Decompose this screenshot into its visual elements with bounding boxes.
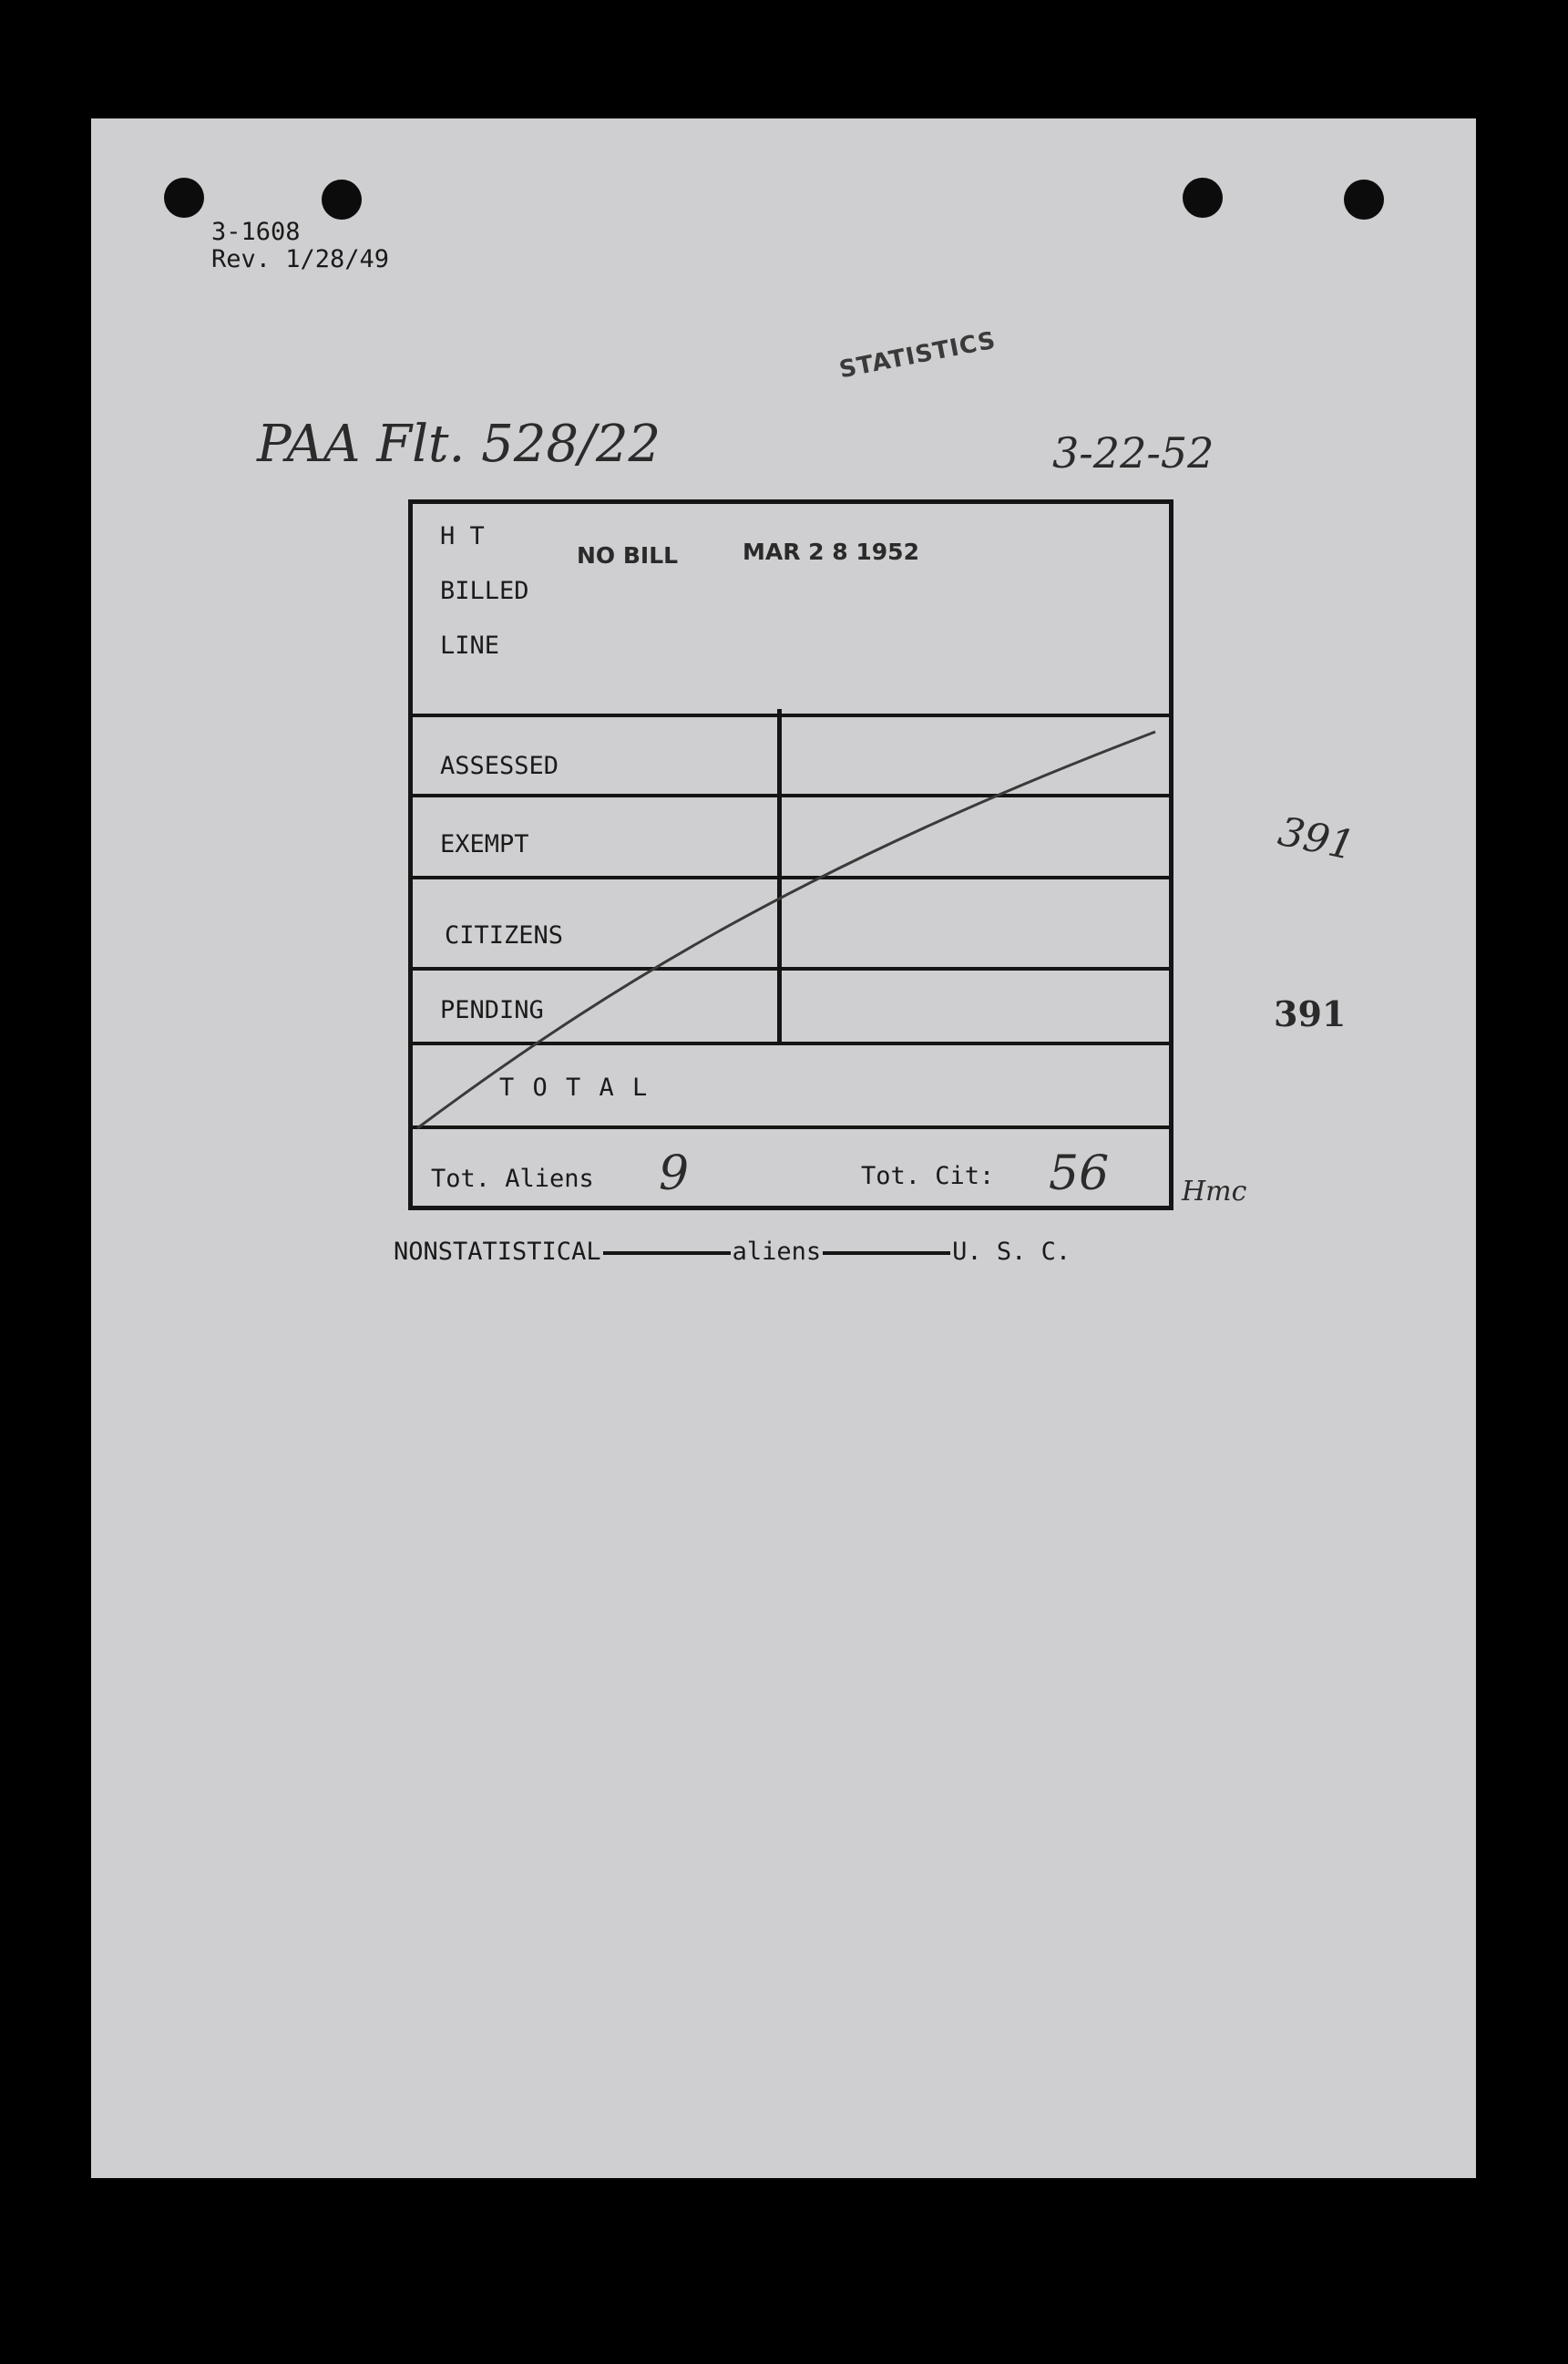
punch-hole [322,180,362,220]
statistics-form [408,499,1173,1210]
label-billed: BILLED [440,577,529,605]
nonstatistical-line [394,1238,1071,1266]
form-revision: Rev. 1/28/49 [211,245,390,273]
blank-field [603,1251,731,1255]
tot-citizens-label: Tot. Cit: [861,1162,995,1190]
statistics-stamp: STATISTICS [836,326,999,385]
form-code-block [211,219,389,273]
row-exempt: EXEMPT [440,830,529,858]
date-received-stamp: MAR 2 8 1952 [743,539,919,565]
nonstatistical-label: NONSTATISTICAL [394,1238,601,1266]
handwritten-flight: PAA Flt. 528/22 [257,415,661,474]
no-bill-stamp: NO BILL [577,542,679,569]
row-pending: PENDING [440,996,544,1024]
blank-field [823,1251,950,1255]
strike-through-line [413,504,1178,1215]
punch-hole [1183,178,1223,218]
aliens-label: aliens [732,1238,822,1266]
margin-number: 391 [1274,807,1359,870]
tot-aliens-label: Tot. Aliens [431,1165,594,1193]
punch-hole [164,178,204,218]
row-citizens: CITIZENS [445,921,564,950]
label-line: LINE [440,632,500,660]
tot-aliens-value: 9 [659,1146,690,1201]
handwritten-date: 3-22-52 [1052,428,1214,478]
punch-hole [1344,180,1384,220]
margin-number-stamped: 391 [1274,993,1347,1034]
usc-label: U. S. C. [952,1238,1071,1266]
label-ht: H T [440,522,485,550]
form-number: 3-1608 [211,218,301,246]
row-assessed: ASSESSED [440,752,559,780]
handwritten-initials: Hmc [1182,1176,1247,1208]
tot-citizens-value: 56 [1049,1146,1110,1201]
total-label: T O T A L [499,1074,650,1102]
